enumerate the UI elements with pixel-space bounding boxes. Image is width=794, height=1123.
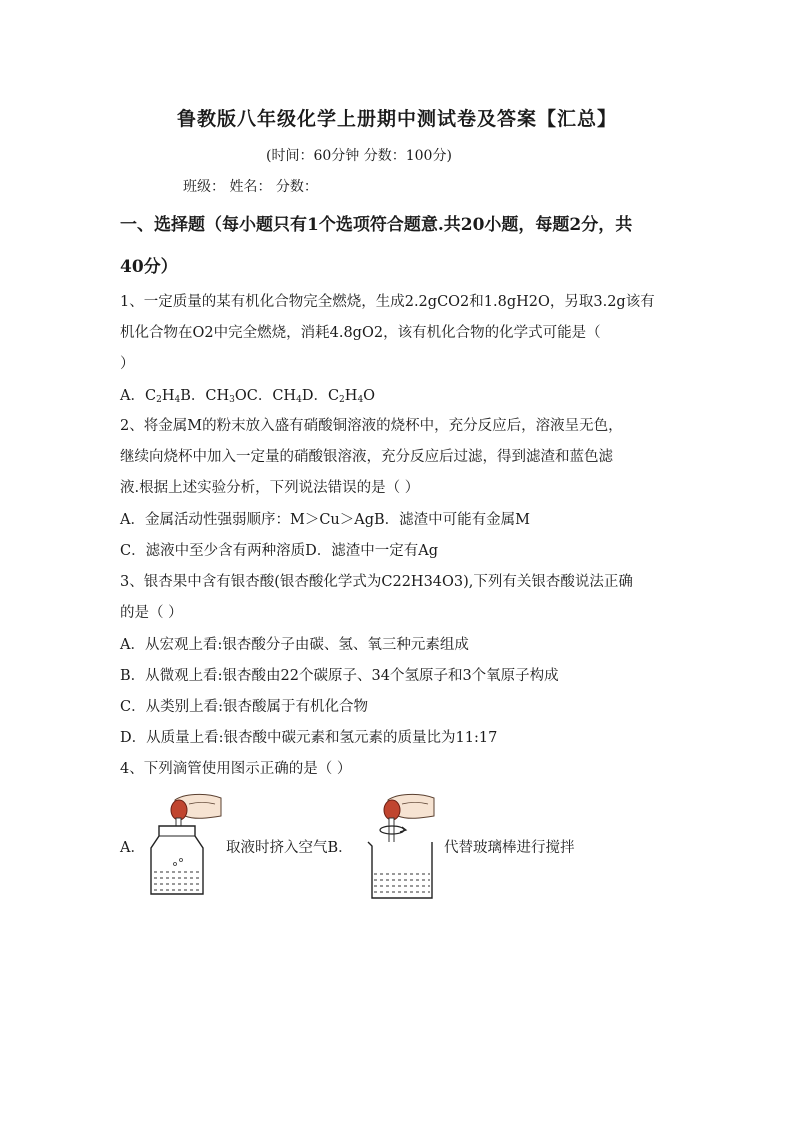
q1-line2: 机化合物在O2中完全燃烧，消耗4.8gO2，该有机化合物的化学式可能是（ bbox=[120, 325, 601, 341]
q3-line2: 的是（ ） bbox=[120, 605, 183, 621]
q3-option-a: A．从宏观上看:银杏酸分子由碳、氢、氧三种元素组成 bbox=[120, 637, 469, 653]
section-heading: 一、选择题（每小题只有1个选项符合题意.共20小题，每题2分，共 bbox=[120, 215, 633, 235]
q4-text-b: 代替玻璃棒进行搅拌 bbox=[444, 840, 575, 856]
q3-option-d: D．从质量上看:银杏酸中碳元素和氢元素的质量比为11:17 bbox=[120, 730, 498, 746]
dropper-bottle-figure bbox=[145, 790, 225, 900]
q2-option-cd: C．滤液中至少含有两种溶质D．滤渣中一定有Ag bbox=[120, 543, 438, 559]
q1-line1: 1、一定质量的某有机化合物完全燃烧，生成2.2gCO2和1.8gH2O，另取3.2g该有 bbox=[120, 294, 655, 310]
q1-options: A．$C_2H_4B$．$CH_3OC$．$CH_4D$．$C_2H_4O$ bbox=[120, 388, 376, 405]
q2-line2: 继续向烧杯中加入一定量的硝酸银溶液，充分反应后过滤，得到滤渣和蓝色滤 bbox=[120, 449, 613, 465]
dropper-beaker-figure bbox=[362, 790, 442, 902]
q3-line1: 3、银杏果中含有银杏酸(银杏酸化学式为C22H34O3),下列有关银杏酸说法正确 bbox=[120, 574, 633, 590]
q3-option-c: C．从类别上看:银杏酸属于有机化合物 bbox=[120, 699, 368, 715]
student-info-line: 班级： 姓名： 分数： bbox=[183, 179, 318, 195]
q3-option-b: B．从微观上看:银杏酸由22个碳原子、34个氢原子和3个氧原子构成 bbox=[120, 668, 559, 684]
q4-text-a: 取液时挤入空气B． bbox=[226, 840, 353, 856]
section-heading-cont: 40分） bbox=[120, 257, 178, 277]
page-title: 鲁教版八年级化学上册期中测试卷及答案【汇总】 bbox=[176, 108, 617, 130]
q1-line3: ） bbox=[120, 356, 135, 372]
q4-line1: 4、下列滴管使用图示正确的是（ ） bbox=[120, 761, 352, 777]
q2-line3: 液.根据上述实验分析，下列说法错误的是（ ） bbox=[120, 480, 420, 496]
q2-line1: 2、将金属M的粉末放入盛有硝酸铜溶液的烧杯中，充分反应后，溶液呈无色， bbox=[120, 418, 623, 434]
q4-label-a: A． bbox=[120, 840, 145, 856]
time-score-line: (时间：60分钟 分数：100分) bbox=[266, 148, 452, 164]
q2-option-ab: A．金属活动性强弱顺序：M＞Cu＞AgB．滤渣中可能有金属M bbox=[120, 512, 531, 528]
